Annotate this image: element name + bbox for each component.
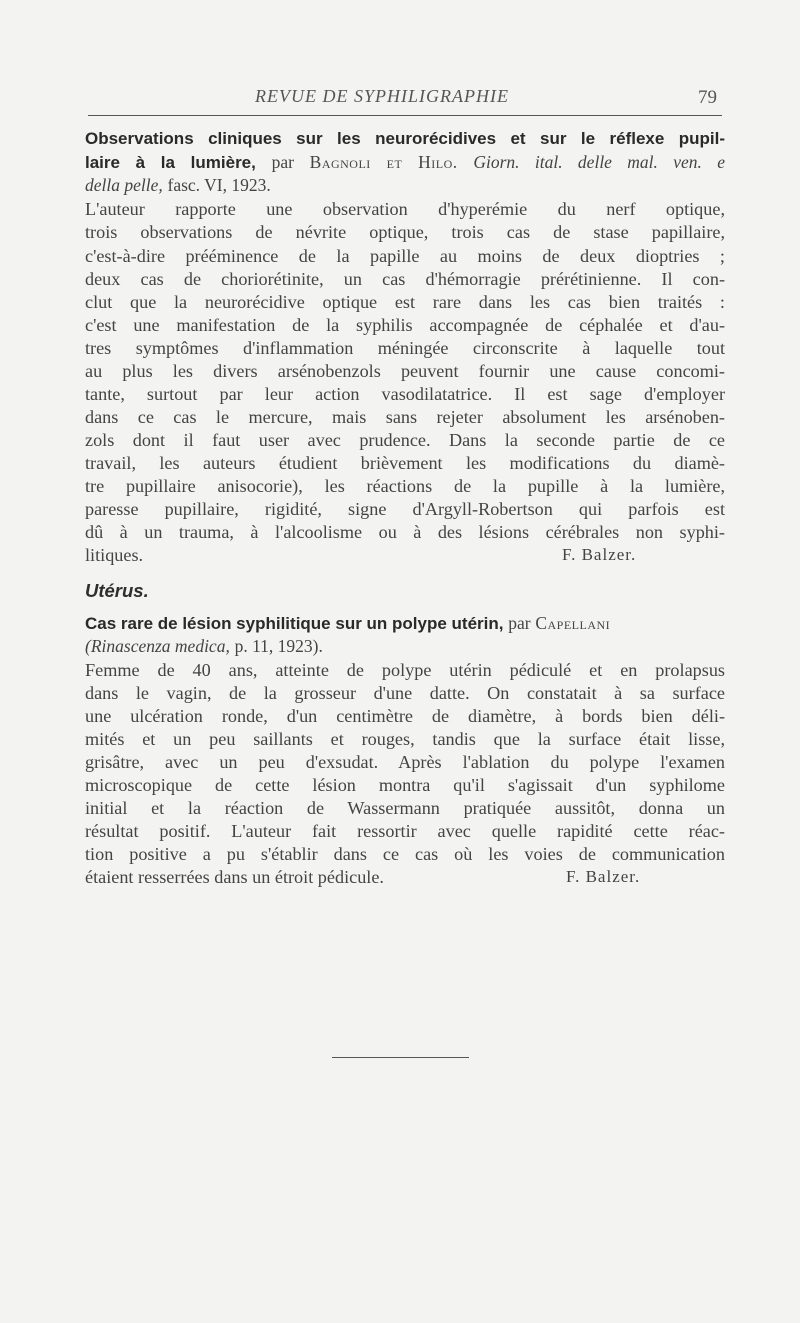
article1-body-line: clut que la neurorécidive optique est rare dans les cas bien traités : <box>85 292 725 312</box>
article2-body-line: étaient resserrées dans un étroit pédicule. <box>85 867 384 887</box>
article1-body-line: trois observations de névrite optique, trois cas de stase papillaire, <box>85 222 725 242</box>
article1-body-line: au plus les divers arsénobenzols peuvent fournir une cause concomi- <box>85 361 725 381</box>
article2-signature: F. Balzer. <box>566 867 641 886</box>
article1-title-bold: laire à la lumière, <box>85 153 256 172</box>
page-number: 79 <box>698 87 717 108</box>
article1-body-line: zols dont il faut user avec prudence. Dans la seconde partie de ce <box>85 430 725 450</box>
article1-body-line: deux cas de choriorétinite, un cas d'hémorragie prérétinienne. Il con- <box>85 269 725 289</box>
article2-title-line2 <box>85 635 725 658</box>
article2-body-line: Femme de 40 ans, atteinte de polype utérin pédiculé et en prolapsus <box>85 660 725 680</box>
article2-reference: p. 11, 1923). <box>234 636 323 656</box>
running-title: REVUE DE SYPHILIGRAPHIE <box>255 86 509 106</box>
article1-body-line: paresse pupillaire, rigidité, signe d'Argyll-Robertson qui parfois est <box>85 499 725 519</box>
article2-body-line: dans le vagin, de la grosseur d'une datte. On constatait à sa surface <box>85 683 725 703</box>
article2-body-line: initial et la réaction de Wassermann pratiquée aussitôt, donna un <box>85 798 725 818</box>
article2-body-line: microscopique de cette lésion montra qu'il s'agissait d'un syphilome <box>85 775 725 795</box>
article2-body-line: tion positive a pu s'établir dans ce cas où les voies de communication <box>85 844 725 864</box>
article1-journal-cont: della pelle, <box>85 175 163 195</box>
section-heading: Utérus. <box>85 580 149 601</box>
article1-signature: F. Balzer. <box>562 545 637 564</box>
article1-journal: Giorn. ital. delle mal. ven. e <box>473 152 726 172</box>
article1-body-line: L'auteur rapporte une observation d'hyperémie du nerf optique, <box>85 199 725 219</box>
article1-body-line: c'est une manifestation de la syphilis accompagnée de céphalée et d'au- <box>85 315 725 335</box>
article1-body-line: tante, surtout par leur action vasodilatatrice. Il est sage d'employer <box>85 384 725 404</box>
article1-body-line: tres symptômes d'inflammation méningée circonscrite à laquelle tout <box>85 338 725 358</box>
article1-title-line2 <box>85 151 725 174</box>
article1-body-line: dû à un trauma, à l'alcoolisme ou à des lésions cérébrales non syphi- <box>85 522 725 542</box>
article2-title-line1 <box>85 612 725 635</box>
article2-body-line: résultat positif. L'auteur fait ressortir avec quelle rapidité cette réac- <box>85 821 725 841</box>
article1-body-line: tre pupillaire anisocorie), les réactions de la pupille à la lumière, <box>85 476 725 496</box>
article2-body-line: mités et un peu saillants et rouges, tandis que la surface était lisse, <box>85 729 725 749</box>
article1-body-line: travail, les auteurs étudient brièvement les modifications du diamè- <box>85 453 725 473</box>
article1-par: par <box>271 152 294 172</box>
article2-par: par <box>508 613 531 633</box>
article2-body-line: une ulcération ronde, d'un centimètre de diamètre, à bords bien déli- <box>85 706 725 726</box>
article2-journal: (Rinascenza medica, <box>85 636 230 656</box>
article2-body-line: grisâtre, avec un peu d'exsudat. Après l'ablation du polype l'examen <box>85 752 725 772</box>
end-rule <box>332 1057 469 1058</box>
article1-body-line: litiques. <box>85 545 144 565</box>
article1-title-line3 <box>85 174 725 197</box>
article1-reference: fasc. VI, 1923. <box>167 175 271 195</box>
article1-body-line: dans ce cas le mercure, mais sans rejeter absolument les arsénoben- <box>85 407 725 427</box>
header-rule <box>88 115 722 116</box>
article2-author: Capellani <box>535 613 611 633</box>
article1-authors: Bagnoli et Hilo. <box>309 152 458 172</box>
article1-body-line: c'est-à-dire prééminence de la papille au moins de deux dioptries ; <box>85 246 725 266</box>
article2-title-bold: Cas rare de lésion syphilitique sur un polype utérin, <box>85 614 504 633</box>
article1-title-line1: Observations cliniques sur les neurorécidives et sur le réflexe pupil- <box>85 129 725 148</box>
